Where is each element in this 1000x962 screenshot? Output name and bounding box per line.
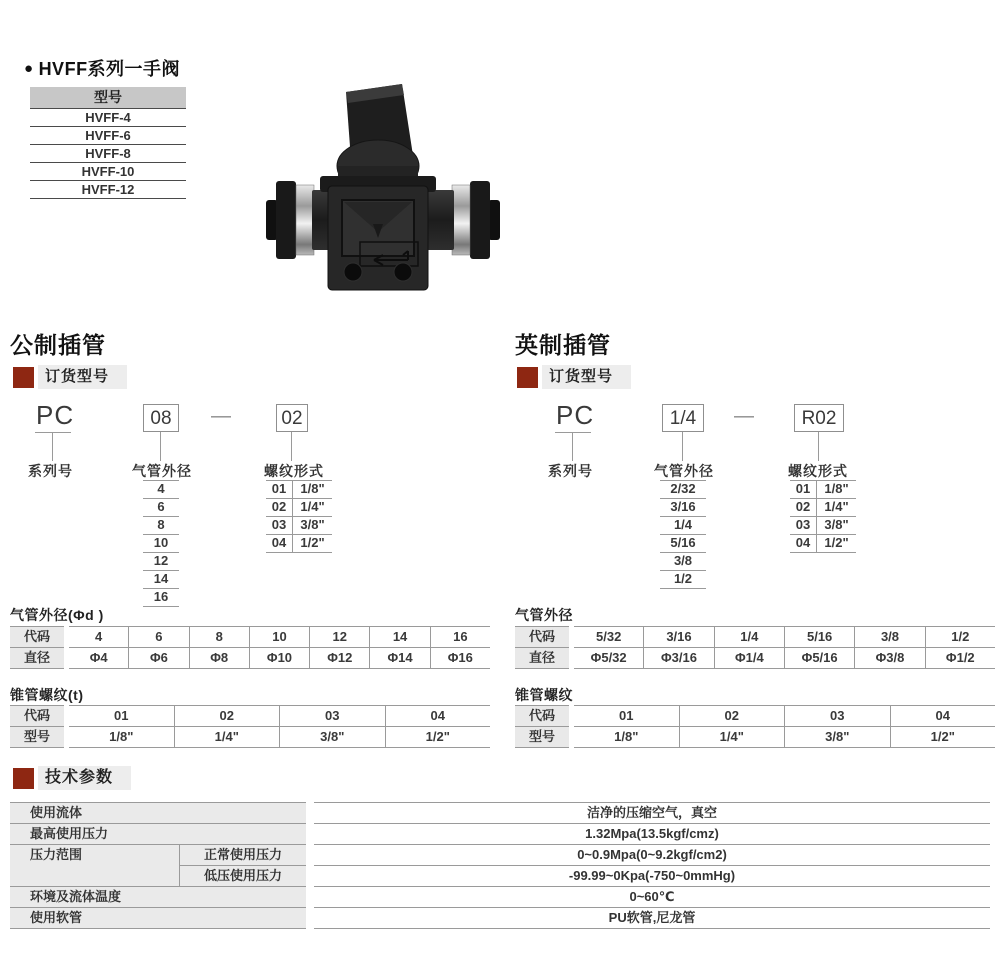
cell: 1/2" — [890, 727, 996, 747]
table-row — [790, 517, 856, 535]
cell: Φ1/4 — [714, 648, 784, 668]
thread-code: 01 — [790, 481, 817, 498]
tech-sub-column — [179, 845, 306, 887]
product-series-title — [24, 55, 180, 81]
tech-sub-label: 低压使用压力 — [180, 866, 306, 887]
cell: 1/8" — [109, 729, 134, 744]
cell: 01 — [619, 708, 634, 723]
od-metric-table — [10, 626, 490, 669]
taper-imperial-title: 锥管螺纹 — [515, 687, 573, 703]
series-label: 系列号 — [548, 463, 593, 479]
thread-size: 1/8" — [824, 481, 849, 496]
cell: 03 — [279, 706, 385, 726]
metric-section-title: 公制插管 — [10, 332, 106, 358]
tech-label-merged: 压力范围 — [10, 845, 179, 887]
table-data — [69, 626, 490, 669]
connector-line — [291, 432, 292, 461]
table-row — [266, 535, 332, 553]
cell: 01 — [114, 708, 129, 723]
list-item: 4 — [143, 480, 179, 499]
list-item: 16 — [143, 589, 179, 607]
table-row — [69, 627, 490, 648]
cell: Φ6 — [128, 648, 188, 668]
thread-code: 02 — [266, 499, 293, 516]
tube-od-label: 气管外径 — [654, 463, 714, 479]
thread-code: 02 — [790, 499, 817, 516]
connector-line — [160, 432, 161, 461]
dash-separator: — — [211, 405, 231, 427]
table-row — [69, 648, 490, 669]
list-item: 12 — [143, 553, 179, 571]
table-row — [266, 480, 332, 499]
list-item: 5/16 — [660, 535, 706, 553]
cell: Φ8 — [189, 648, 249, 668]
od-imperial-title: 气管外径 — [515, 607, 573, 623]
metric-size-list — [143, 480, 179, 607]
list-item: 14 — [143, 571, 179, 589]
table-row — [574, 706, 995, 727]
product-series-title-text: HVFF系列一手阀 — [38, 59, 181, 79]
thread-code: 03 — [266, 517, 293, 534]
table-row — [266, 499, 332, 517]
tech-parameters-table — [10, 802, 990, 929]
column-header: 代码 — [10, 627, 64, 648]
table-row — [790, 499, 856, 517]
dash-separator: — — [734, 405, 754, 427]
cell: Φ4 — [89, 650, 108, 665]
cell: 10 — [249, 627, 309, 647]
table-data — [574, 626, 995, 669]
thread-size: 1/4" — [300, 499, 325, 514]
cell: 4 — [95, 629, 103, 644]
section-marker-square — [517, 367, 538, 388]
thread-form-label: 螺纹形式 — [264, 463, 324, 479]
cell: Φ16 — [430, 648, 490, 668]
metric-series-code: PC — [36, 400, 75, 430]
thread-size: 1/2" — [824, 535, 849, 550]
tech-value: 0~60℃ — [314, 887, 990, 908]
cell: 14 — [369, 627, 429, 647]
cell: Φ14 — [369, 648, 429, 668]
model-table-header: 型号 — [30, 87, 186, 109]
right-connector — [426, 181, 500, 259]
column-header: 型号 — [10, 727, 64, 748]
imperial-size-list — [660, 480, 706, 589]
connector-line — [682, 432, 683, 461]
table-label-column — [10, 705, 64, 748]
thread-size: 1/4" — [824, 499, 849, 514]
od-metric-title: 气管外径(Φd ) — [10, 607, 104, 623]
cell: 16 — [430, 627, 490, 647]
tech-value: 0~0.9Mpa(0~9.2kgf/cm2) — [314, 845, 990, 866]
order-model-label: 订货型号 — [542, 365, 631, 389]
thread-code: 03 — [790, 517, 817, 534]
section-marker-square — [13, 367, 34, 388]
tech-label: 最高使用压力 — [10, 824, 306, 845]
thread-form-label: 螺纹形式 — [788, 463, 848, 479]
cell: 02 — [174, 706, 280, 726]
cell: 03 — [784, 706, 890, 726]
column-header: 型号 — [515, 727, 569, 748]
imperial-order-header — [517, 365, 631, 389]
cell: 5/16 — [784, 627, 854, 647]
cell: 5/32 — [596, 629, 622, 644]
cell: Φ3/8 — [854, 648, 924, 668]
tech-label-column — [10, 802, 306, 929]
cell: 6 — [128, 627, 188, 647]
product-photo-valve — [262, 64, 522, 298]
list-item: 1/2 — [660, 571, 706, 589]
cell: 1/4" — [174, 727, 280, 747]
tech-section-title: 技术参数 — [38, 766, 131, 790]
imperial-thread-code-box: R02 — [794, 404, 844, 432]
cell: Φ5/16 — [784, 648, 854, 668]
imperial-section-title: 英制插管 — [515, 332, 611, 358]
cell: Φ10 — [249, 648, 309, 668]
table-row — [69, 706, 490, 727]
series-label: 系列号 — [28, 463, 73, 479]
thread-size: 1/2" — [300, 535, 325, 550]
tech-value-column — [314, 802, 990, 929]
cell: 8 — [189, 627, 249, 647]
tech-value: 洁净的压缩空气，真空 — [314, 803, 990, 824]
order-model-label: 订货型号 — [38, 365, 127, 389]
imperial-thread-list — [790, 480, 856, 553]
tech-value: -99.99~0Kpa(-750~0mmHg) — [314, 866, 990, 887]
column-header: 代码 — [10, 706, 64, 727]
cell: 1/2" — [385, 727, 491, 747]
thread-size: 3/8" — [300, 517, 325, 532]
tech-value: 1.32Mpa(13.5kgf/cmz) — [314, 824, 990, 845]
table-row: HVFF-4 — [30, 109, 186, 127]
list-item: 1/4 — [660, 517, 706, 535]
cell: 1/2 — [925, 627, 995, 647]
section-marker-square — [13, 768, 34, 789]
cell: 1/8" — [614, 729, 639, 744]
table-data — [69, 705, 490, 748]
cell: 1/4 — [714, 627, 784, 647]
metric-thread-code-box: 02 — [276, 404, 308, 432]
column-header: 代码 — [515, 627, 569, 648]
thread-size: 3/8" — [824, 517, 849, 532]
table-row — [266, 517, 332, 535]
tube-od-label: 气管外径 — [132, 463, 192, 479]
underline — [555, 432, 591, 433]
cell: Φ3/16 — [643, 648, 713, 668]
table-row: HVFF-12 — [30, 181, 186, 199]
taper-imperial-table — [515, 705, 995, 748]
table-label-column — [515, 626, 569, 669]
thread-code: 04 — [266, 535, 293, 552]
tech-label: 环境及流体温度 — [10, 887, 306, 908]
connector-line — [818, 432, 819, 461]
cell: 3/16 — [643, 627, 713, 647]
imperial-size-code-box: 1/4 — [662, 404, 704, 432]
tech-label: 使用流体 — [10, 803, 306, 824]
cell: 04 — [385, 706, 491, 726]
table-row: HVFF-8 — [30, 145, 186, 163]
tech-split-rows — [10, 845, 306, 887]
connector-line — [572, 433, 573, 461]
metric-order-header — [13, 365, 127, 389]
list-item: 6 — [143, 499, 179, 517]
metric-size-code-box: 08 — [143, 404, 179, 432]
cell: 1/4" — [679, 727, 785, 747]
table-row: HVFF-10 — [30, 163, 186, 181]
table-data — [574, 705, 995, 748]
cell: 3/8 — [854, 627, 924, 647]
thread-code: 01 — [266, 481, 293, 498]
taper-metric-title: 锥管螺纹(t) — [10, 687, 84, 703]
cell: 04 — [890, 706, 996, 726]
table-row — [790, 480, 856, 499]
model-table — [30, 87, 186, 199]
table-row — [574, 648, 995, 669]
underline — [35, 432, 71, 433]
list-item: 10 — [143, 535, 179, 553]
list-item: 2/32 — [660, 480, 706, 499]
list-item: 3/8 — [660, 553, 706, 571]
taper-metric-table — [10, 705, 490, 748]
cell: 02 — [679, 706, 785, 726]
column-header: 代码 — [515, 706, 569, 727]
connector-line — [52, 433, 53, 461]
thread-code: 04 — [790, 535, 817, 552]
cell: 3/8" — [279, 727, 385, 747]
cell: 12 — [309, 627, 369, 647]
table-label-column — [10, 626, 64, 669]
tech-sub-label: 正常使用压力 — [180, 845, 306, 866]
metric-thread-list — [266, 480, 332, 553]
list-item: 8 — [143, 517, 179, 535]
cell: Φ12 — [309, 648, 369, 668]
cell: 3/8" — [784, 727, 890, 747]
column-header: 直径 — [10, 648, 64, 669]
table-row — [790, 535, 856, 553]
list-item: 3/16 — [660, 499, 706, 517]
table-row — [574, 627, 995, 648]
table-row — [574, 727, 995, 748]
table-label-column — [515, 705, 569, 748]
thread-size: 1/8" — [300, 481, 325, 496]
valve-body — [320, 176, 436, 290]
bullet-icon: ● — [24, 59, 34, 77]
table-row — [69, 727, 490, 748]
cell: Φ5/32 — [590, 650, 627, 665]
od-imperial-table — [515, 626, 995, 669]
cell: Φ1/2 — [925, 648, 995, 668]
tech-section-header — [13, 766, 131, 790]
tech-value: PU软管,尼龙管 — [314, 908, 990, 929]
tech-label: 使用软管 — [10, 908, 306, 929]
imperial-series-code: PC — [556, 400, 595, 430]
column-header: 直径 — [515, 648, 569, 669]
left-connector — [266, 181, 330, 259]
table-row: HVFF-6 — [30, 127, 186, 145]
